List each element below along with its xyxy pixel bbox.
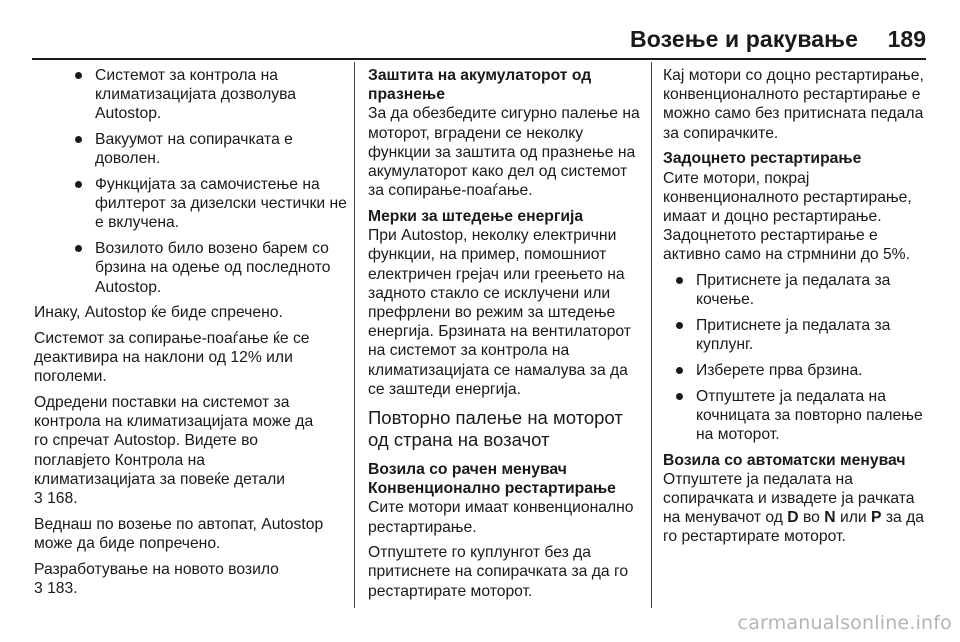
page-number: 189 <box>887 26 926 52</box>
list-item: Функцијата за самочистење на филтерот за дизелски честички не е вклучена. <box>62 175 348 233</box>
paragraph-text: Разработување на новото возило <box>34 560 279 578</box>
paragraph: При Autostop, неколку електрични функции, на пример, помошниот електричен грејач или греењето на задното стакло се исклучени или префрлени во режим за штедење енергија. Брзината на вентилаторот на системот за контрола на климатизацијата се намалува за да се заштеди енергија. <box>368 227 631 398</box>
restart-steps-list <box>663 271 935 444</box>
paragraph: Кај мотори со доцно рестартирање, конвенционалното рестартирање е можно само без притисната педала за сопирачките. <box>663 67 924 142</box>
subsection-heading: Возила со автоматски менувач <box>663 451 906 469</box>
list-item: Изберете прва брзина. <box>663 361 935 380</box>
paragraph: Веднаш по возење по автопат, Autostop може да биде попречено. <box>34 515 324 552</box>
paragraph-text: Одредени поставки на системот за контрола на климатизацијата може да го спречат Autostop. Видете во поглавјето Контрола на климатизацијата за повеќе детали <box>34 394 314 488</box>
list-item: Вакуумот на сопирачката е доволен. <box>62 130 348 168</box>
paragraph: Системот за сопирање-поаѓање ќе се деактивира на наклони од 12% или поголеми. <box>34 329 310 386</box>
gear-position-d: D <box>787 509 799 527</box>
list-item: Отпуштете ја педалата на кочницата за повторно палење на моторот. <box>663 387 935 445</box>
subsection-heading: Задоцнето рестартирање <box>663 150 862 168</box>
paragraph-text: или <box>839 509 867 527</box>
paragraph: Отпуштете го куплунгот без да притиснете на сопирачката за да го рестартирате моторот. <box>368 544 629 600</box>
page-header <box>0 0 960 58</box>
paragraph: За да обезбедите сигурно палење на моторот, вградени се неколку функции за заштита од празнење на акумулаторот како дел од системот за сопирање-поаѓање. <box>368 105 640 200</box>
subsection-heading: Возила со рачен менувач <box>368 460 567 478</box>
column-3 <box>663 66 935 553</box>
paragraph-text: Отпуштете ја педалата на сопирачката и извадете ја рачката на менувачот од <box>663 470 915 527</box>
header-rule <box>32 58 926 60</box>
column-1 <box>34 66 348 605</box>
paragraph: Инаку, Autostop ќе биде спречено. <box>34 304 283 322</box>
chapter-heading: Повторно палење на моторот од страна на возачот <box>368 406 623 450</box>
paragraph: Сите мотори имаат конвенционално рестартирање. <box>368 499 634 536</box>
list-item: Притиснете ја педалата за кочење. <box>663 271 935 309</box>
gear-position-n: N <box>824 509 836 527</box>
column-2 <box>368 66 640 607</box>
page-reference-link[interactable]: 3 168. <box>34 490 78 508</box>
paragraph-text: во <box>803 509 820 527</box>
page-reference-link[interactable]: 3 183. <box>34 579 78 597</box>
section-heading: Заштита на акумулаторот од празнење <box>368 67 592 104</box>
paragraph: Сите мотори, покрај конвенционалното рестартирање, имаат и доцно рестартирање. Задоцнетото рестартирање е активно само на стрмнини до 5%. <box>663 169 912 264</box>
watermark: carmanualsonline.info <box>737 612 952 634</box>
list-item: Возилото било возено барем со брзина на одење од последното Autostop. <box>62 239 348 297</box>
list-item: Притиснете ја педалата за куплунг. <box>663 316 935 354</box>
conditions-list <box>62 66 348 297</box>
subsection-heading: Мерки за штедење енергија <box>368 207 584 225</box>
paragraph <box>34 393 324 508</box>
subsection-heading: Конвенционално рестартирање <box>368 480 616 498</box>
paragraph <box>34 560 324 598</box>
paragraph-text: за да го рестартирате моторот. <box>663 509 924 546</box>
column-divider-1 <box>354 62 355 608</box>
gear-position-p: P <box>871 509 882 527</box>
page-title: Возење и ракување <box>630 26 858 52</box>
paragraph <box>663 470 935 547</box>
list-item: Системот за контрола на климатизацијата дозволува Autostop. <box>62 66 348 124</box>
column-divider-2 <box>651 62 652 608</box>
